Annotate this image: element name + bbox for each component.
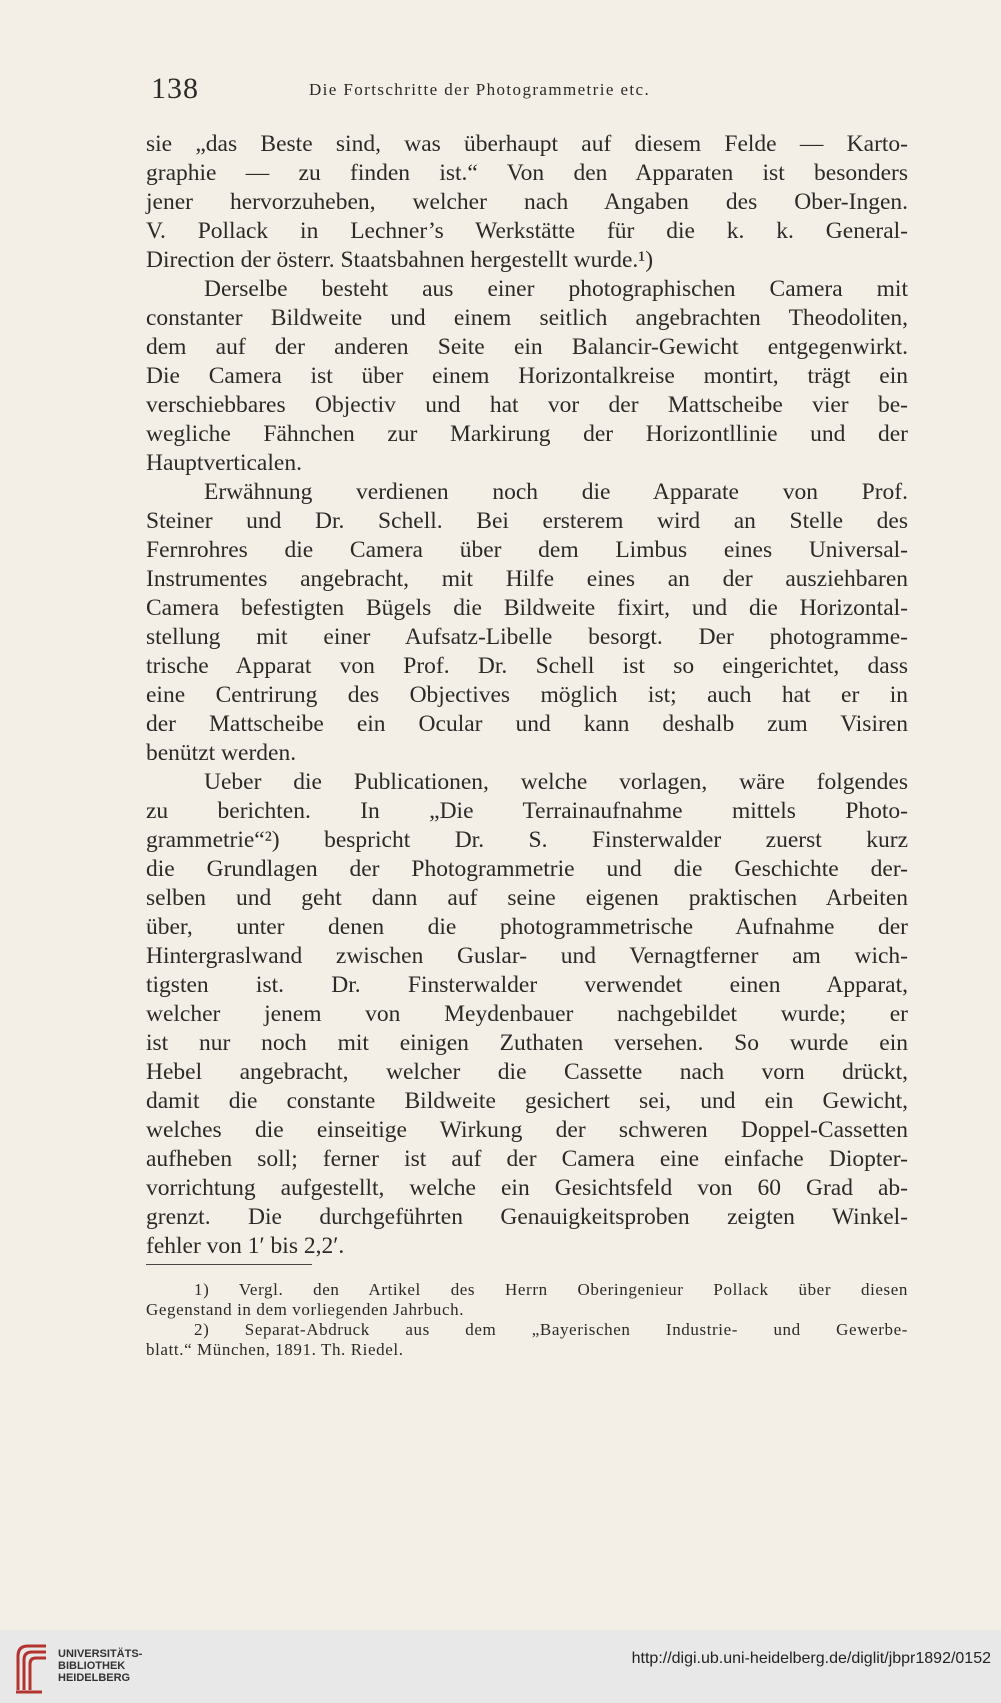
footnote-line: blatt.“ München, 1891. Th. Riedel. (146, 1340, 404, 1359)
page-header (145, 72, 905, 112)
text-line: Camera befestigten Bügels die Bildweite fixirt, und die Horizontal- (146, 595, 908, 621)
text-line: sie „das Beste sind, was überhaupt auf diesem Felde — Karto- (146, 131, 908, 157)
text-line: welches die einseitige Wirkung der schweren Doppel-Cassetten (146, 1117, 908, 1143)
text-line: tigsten ist. Dr. Finsterwalder verwendet einen Apparat, (146, 972, 908, 998)
text-line: über, unter denen die photogrammetrische Aufnahme der (146, 914, 908, 940)
text-line: Hauptverticalen. (146, 450, 302, 476)
footnote-line: Gegenstand in dem vorliegenden Jahrbuch. (146, 1300, 465, 1319)
footnotes (146, 1280, 908, 1360)
footnote-line: 2) Separat-Abdruck aus dem „Bayerischen Industrie- und Gewerbe- (194, 1320, 908, 1339)
footnote-divider (146, 1264, 312, 1265)
text-line: Erwähnung verdienen noch die Apparate von Prof. (204, 479, 908, 505)
text-line: Instrumentes angebracht, mit Hilfe eines an der ausziehbaren (146, 566, 908, 592)
text-line: Direction der österr. Staatsbahnen hergestellt wurde.¹) (146, 247, 654, 273)
library-name-line: BIBLIOTHEK (58, 1660, 126, 1672)
text-line: grenzt. Die durchgeführten Genauigkeitsproben zeigten Winkel- (146, 1204, 908, 1230)
text-line: aufheben soll; ferner ist auf der Camera eine einfache Diopter- (146, 1146, 908, 1172)
library-name-line: HEIDELBERG (58, 1672, 131, 1684)
text-line: Steiner und Dr. Schell. Bei ersterem wird an Stelle des (146, 508, 908, 534)
running-title: Die Fortschritte der Photogrammetrie etc. (309, 80, 651, 99)
viewer-footer (0, 1630, 1001, 1703)
text-line: zu berichten. In „Die Terrainaufnahme mittels Photo- (146, 798, 908, 824)
text-line: jener hervorzuheben, welcher nach Angaben des Ober-Ingen. (146, 189, 908, 215)
text-line: der Mattscheibe ein Ocular und kann deshalb zum Visiren (146, 711, 908, 737)
text-line: vorrichtung aufgestellt, welche ein Gesichtsfeld von 60 Grad ab- (146, 1175, 908, 1201)
library-name-line: UNIVERSITÄTS- (58, 1648, 143, 1660)
text-line: fehler von 1′ bis 2,2′. (146, 1233, 345, 1259)
source-url[interactable]: http://digi.ub.uni-heidelberg.de/diglit/jbpr1892/0152 (631, 1650, 991, 1667)
footnote-line: 1) Vergl. den Artikel des Herrn Oberingenieur Pollack über diesen (194, 1280, 908, 1299)
text-line: damit die constante Bildweite gesichert sei, und ein Gewicht, (146, 1088, 908, 1114)
text-line: Fernrohres die Camera über dem Limbus eines Universal- (146, 537, 908, 563)
text-line: verschiebbares Objectiv und hat vor der Mattscheibe vier be- (146, 392, 908, 418)
text-line: dem auf der anderen Seite ein Balancir-Gewicht entgegenwirkt. (146, 334, 908, 360)
text-line: Hebel angebracht, welcher die Cassette nach vorn drückt, (146, 1059, 908, 1085)
text-line: constanter Bildweite und einem seitlich angebrachten Theodoliten, (146, 305, 908, 331)
text-line: benützt werden. (146, 740, 297, 766)
library-logo-icon (12, 1640, 52, 1696)
text-line: Ueber die Publicationen, welche vorlagen, wäre folgendes (204, 769, 908, 795)
library-name (58, 1648, 142, 1684)
text-line: graphie — zu finden ist.“ Von den Apparaten ist besonders (146, 160, 908, 186)
text-line: Die Camera ist über einem Horizontalkreise montirt, trägt ein (146, 363, 908, 389)
text-line: die Grundlagen der Photogrammetrie und die Geschichte der- (146, 856, 908, 882)
text-line: Hintergraslwand zwischen Guslar- und Vernagtferner am wich- (146, 943, 908, 969)
page-number: 138 (151, 72, 199, 105)
text-line: trische Apparat von Prof. Dr. Schell ist so eingerichtet, dass (146, 653, 908, 679)
text-line: grammetrie“²) bespricht Dr. S. Finsterwalder zuerst kurz (146, 827, 908, 853)
text-line: eine Centrirung des Objectives möglich ist; auch hat er in (146, 682, 908, 708)
text-line: ist nur noch mit einigen Zuthaten versehen. So wurde ein (146, 1030, 908, 1056)
text-line: V. Pollack in Lechner’s Werkstätte für die k. k. General- (146, 218, 908, 244)
text-line: Derselbe besteht aus einer photographischen Camera mit (204, 276, 908, 302)
text-line: wegliche Fähnchen zur Markirung der Horizontllinie und der (146, 421, 908, 447)
body-text (146, 130, 908, 1261)
text-line: selben und geht dann auf seine eigenen praktischen Arbeiten (146, 885, 908, 911)
text-line: welcher jenem von Meydenbauer nachgebildet wurde; er (146, 1001, 908, 1027)
text-line: stellung mit einer Aufsatz-Libelle besorgt. Der photogramme- (146, 624, 908, 650)
